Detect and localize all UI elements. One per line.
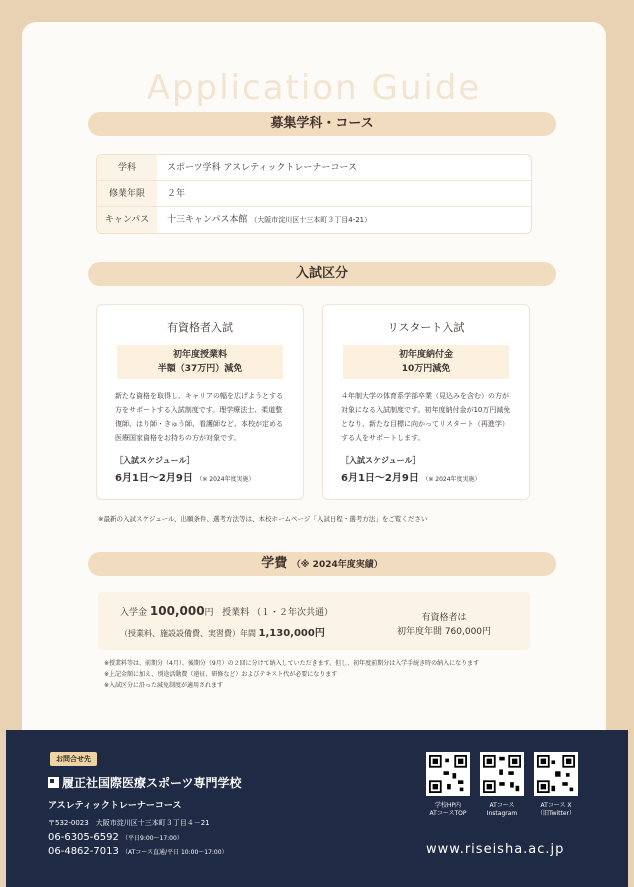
admission-value: 100,000 xyxy=(149,604,205,618)
qr-label xyxy=(526,802,586,818)
card-highlight xyxy=(117,345,283,379)
info-key: キャンパス xyxy=(97,207,157,233)
info-value: ２年 xyxy=(167,189,186,199)
tuition-note: （１・２年次共通） xyxy=(252,608,334,618)
section-band-exam xyxy=(88,262,556,286)
admission-label: 入学金 xyxy=(120,608,148,618)
qr-label-line: ATコース xyxy=(489,802,515,809)
card-title: リスタート入試 xyxy=(387,321,465,334)
qr-label xyxy=(472,802,532,818)
qr-label xyxy=(418,802,478,818)
phone-note: （ATコース直通/平日 10:00～17:00） xyxy=(122,849,228,856)
address: 〒532-0023 大阪市淀川区十三本町３丁目４－21 xyxy=(48,819,210,827)
phone-number[interactable]: 06-6305-6592 xyxy=(48,832,119,843)
phone-number[interactable]: 06-4862-7013 xyxy=(48,846,119,857)
list-item: ※入試区分に沿った減免制度が適用されます xyxy=(104,682,224,689)
section-subtitle: （※ 2024年度実績） xyxy=(291,560,383,570)
card-body: ４年制大学の体育系学部卒業（見込みを含む）の方が対象になる入試制度です。初年度納付金が10万円減免となり、新たな目標に向かってリスタート（再進学）する人をサポートします。 xyxy=(341,392,511,442)
section-title: 入試区分 xyxy=(295,266,348,281)
fee-box xyxy=(98,592,530,650)
qr-label-line: ATコースTOP xyxy=(429,810,467,817)
contact-badge: お問合せ先 xyxy=(50,752,97,766)
qr-label-line: Instagram xyxy=(486,810,518,817)
info-value: スポーツ学科 アスレティックトレーナーコース xyxy=(167,163,357,173)
table-row xyxy=(97,181,531,207)
schedule-dates: 6月1日～2月9日 xyxy=(341,473,419,484)
card-title: 有資格者入試 xyxy=(167,321,233,334)
highlight-line: 半額（37万円）減免 xyxy=(157,364,243,374)
card-body: 新たな資格を取得し、キャリアの幅を広げようとする方をサポートする入試制度です。理学療法士、柔道整復師、はり師・きゅう師、看護師など、本校が定める医療国家資格をお持ちの方が対象です。 xyxy=(115,392,283,442)
exam-note: ※最新の入試スケジュール、出願条件、選考方法等は、本校ホームページ「入試日程・選考方法」をご覧ください xyxy=(98,515,428,523)
exam-card-qualified xyxy=(96,304,304,500)
qr-label-line: ATコース X xyxy=(540,802,572,809)
course-name: アスレティックトレーナーコース xyxy=(48,801,182,811)
card-highlight xyxy=(343,345,509,379)
section-title: 学費 xyxy=(261,556,288,571)
tuition-detail: （授業料、施設設備費、実習費）年間 xyxy=(120,629,256,638)
yen-unit: 円 xyxy=(204,608,214,618)
table-row xyxy=(97,207,531,233)
schedule-note: （※ 2024年度実施） xyxy=(422,476,481,483)
school-logo-icon xyxy=(48,777,59,788)
contact-footer xyxy=(6,730,628,887)
document-page xyxy=(22,22,606,742)
exam-card-restart xyxy=(322,304,530,500)
qr-label-line: （旧Twitter） xyxy=(536,810,576,817)
tuition-value: 1,130,000円 xyxy=(258,628,325,639)
schedule-dates: 6月1日～2月9日 xyxy=(115,473,193,484)
section-band-courses xyxy=(88,112,556,136)
section-band-fees xyxy=(88,552,556,576)
tuition-label: 授業料 xyxy=(222,608,250,618)
section-title: 募集学科・コース xyxy=(270,116,374,131)
phone-course[interactable] xyxy=(48,846,228,857)
list-item: ※上記金額に加え、別途活動費（遠征、研修など）およびテキスト代が必要になります xyxy=(104,671,338,678)
course-info-table xyxy=(96,154,532,234)
schedule-title: ［入試スケジュール］ xyxy=(341,456,421,465)
qr-code-icon[interactable] xyxy=(426,752,470,796)
fee-notes xyxy=(104,658,479,691)
website-link[interactable]: www.riseisha.ac.jp xyxy=(426,842,565,857)
qualified-label: 有資格者は xyxy=(421,613,467,623)
info-key: 学科 xyxy=(97,155,157,180)
qr-label-line: 学校HP内 xyxy=(434,802,462,809)
qr-code-icon[interactable] xyxy=(480,752,524,796)
list-item: ※授業料等は、前期分（4月）、後期分（9月）の２回に分けて納入していただきます。但し、初年度前期分は入学手続き時の納入になります xyxy=(104,660,480,667)
schedule-note: （※ 2024年度実施） xyxy=(196,476,255,483)
campus-name: 十三キャンパス本館 xyxy=(167,215,248,225)
highlight-line: 初年度納付金 xyxy=(398,350,453,360)
phone-main[interactable] xyxy=(48,832,183,843)
schedule xyxy=(115,469,285,484)
phone-note: （平日9:00～17:00） xyxy=(122,835,183,842)
highlight-line: 10万円減免 xyxy=(401,364,451,374)
fee-line-2 xyxy=(120,624,325,639)
page-title: Application Guide xyxy=(146,68,482,108)
school-name-text: 履正社国際医療スポーツ専門学校 xyxy=(62,776,242,790)
table-row xyxy=(97,155,531,181)
qualified-value: 初年度年間 760,000円 xyxy=(396,627,492,637)
schedule-title: ［入試スケジュール］ xyxy=(115,456,195,465)
info-value xyxy=(157,207,371,233)
fee-line-1 xyxy=(120,604,333,618)
qr-code-icon[interactable] xyxy=(534,752,578,796)
highlight-line: 初年度授業料 xyxy=(172,350,227,360)
campus-address: （大阪市淀川区十三本町３丁目4-21） xyxy=(250,216,372,224)
info-key: 修業年限 xyxy=(97,181,157,206)
schedule xyxy=(341,469,511,484)
school-name xyxy=(48,774,242,791)
